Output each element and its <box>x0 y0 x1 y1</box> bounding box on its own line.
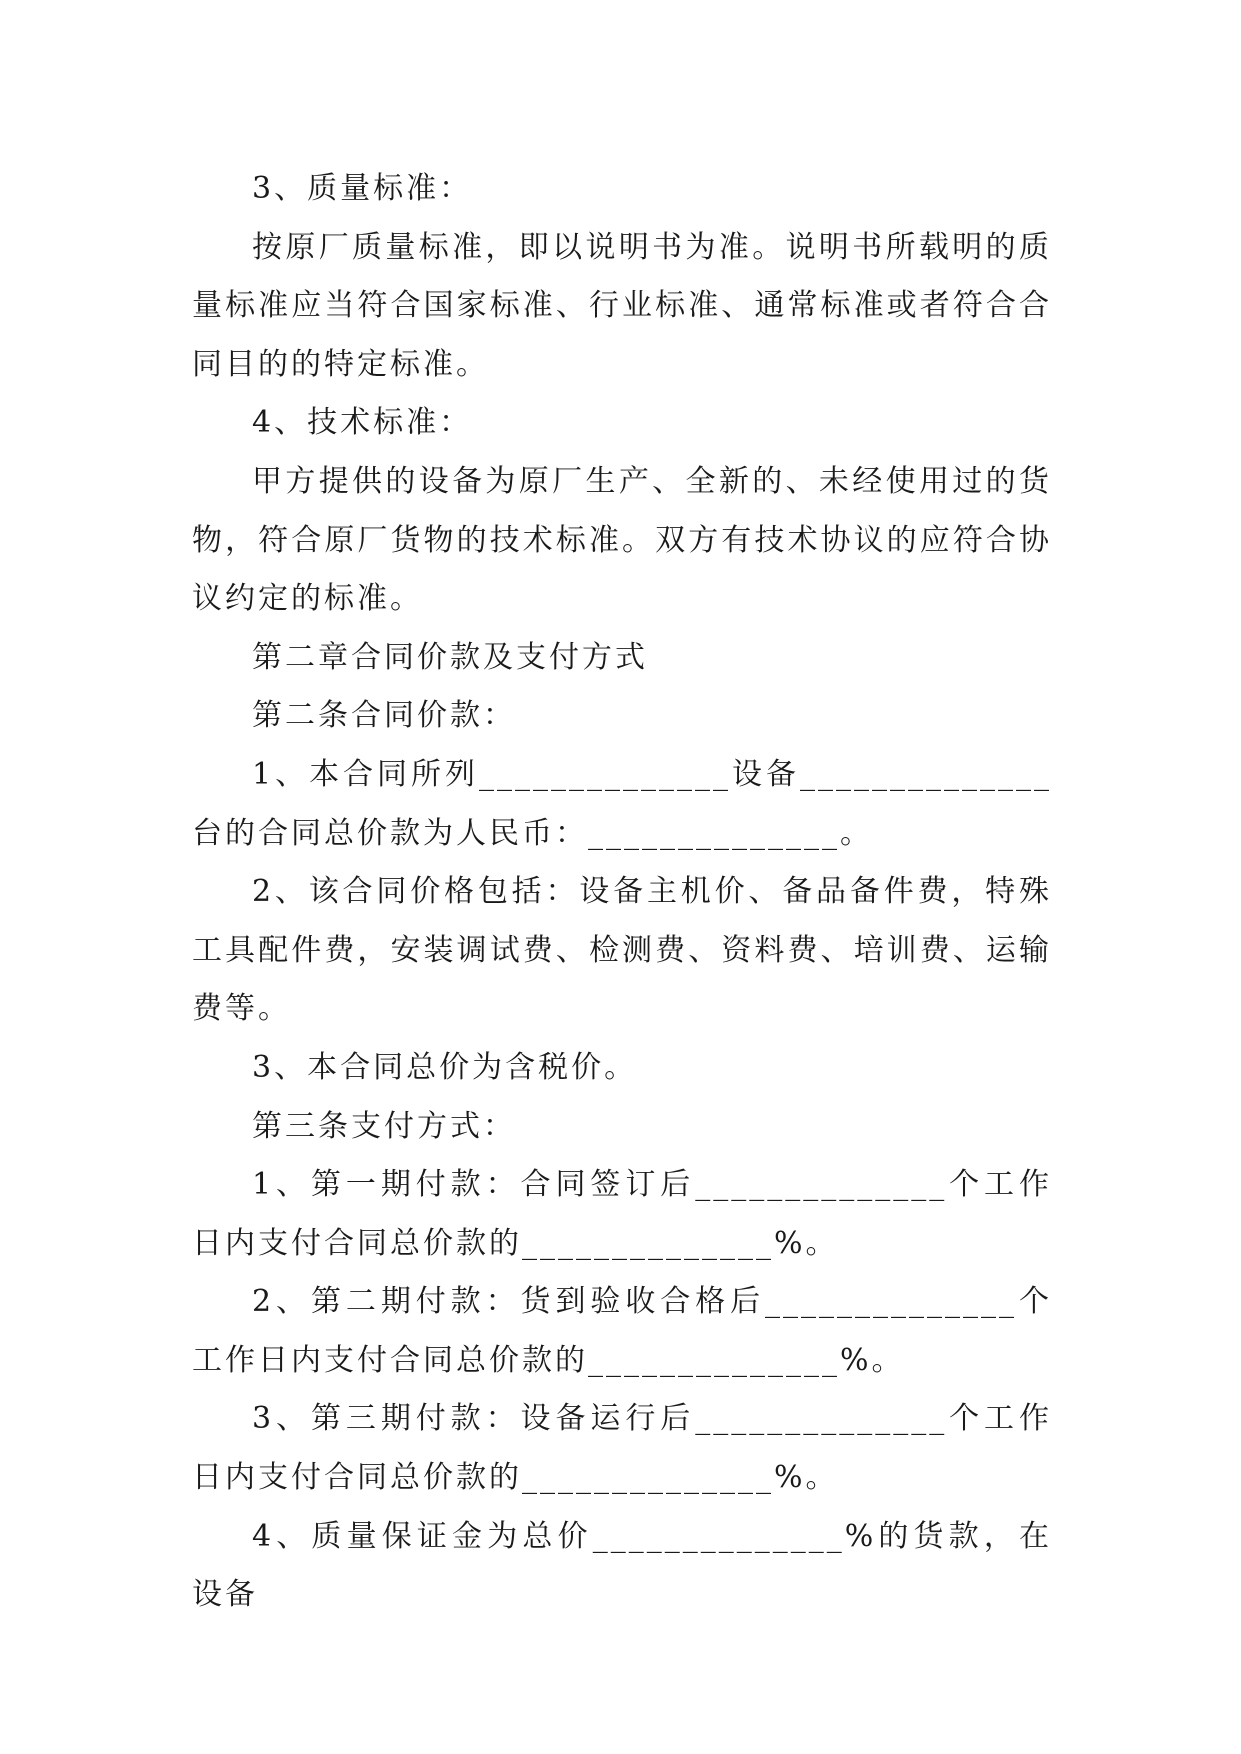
article-two-title: 第二条合同价款： <box>252 698 516 734</box>
payment-clause-4: 4、质量保证金为总价______________%的货款，在设备 <box>192 1518 1052 1613</box>
contract-price-clause-2: 2、该合同价格包括：设备主机价、备品备件费，特殊工具配件费，安装调试费、检测费、资料费、培训费、运输费等。 <box>192 874 1052 1027</box>
document-page <box>192 160 1052 1625</box>
article-three-title: 第三条支付方式： <box>252 1108 516 1144</box>
contract-price-clause-3: 3、本合同总价为含税价。 <box>252 1049 638 1085</box>
payment-clause-3: 3、第三期付款：设备运行后______________个工作日内支付合同总价款的______________%。 <box>192 1401 1052 1496</box>
contract-price-clause-1: 1、本合同所列______________设备______________台的合同总价款为人民币：______________。 <box>192 756 1052 851</box>
technical-standard-heading: 4、技术标准： <box>252 405 473 441</box>
technical-standard-text: 甲方提供的设备为原厂生产、全新的、未经使用过的货物，符合原厂货物的技术标准。双方有技术协议的应符合协议约定的标准。 <box>192 463 1052 617</box>
quality-standard-text: 按原厂质量标准，即以说明书为准。说明书所载明的质量标准应当符合国家标准、行业标准、通常标准或者符合合同目的的特定标准。 <box>192 229 1052 382</box>
chapter-two-title: 第二章合同价款及支付方式 <box>252 639 648 675</box>
payment-clause-1: 1、第一期付款：合同签订后______________个工作日内支付合同总价款的______________%。 <box>192 1167 1052 1261</box>
payment-clause-2: 2、第二期付款：货到验收合格后______________个工作日内支付合同总价款的______________%。 <box>192 1284 1052 1378</box>
quality-standard-heading: 3、质量标准： <box>252 171 473 206</box>
